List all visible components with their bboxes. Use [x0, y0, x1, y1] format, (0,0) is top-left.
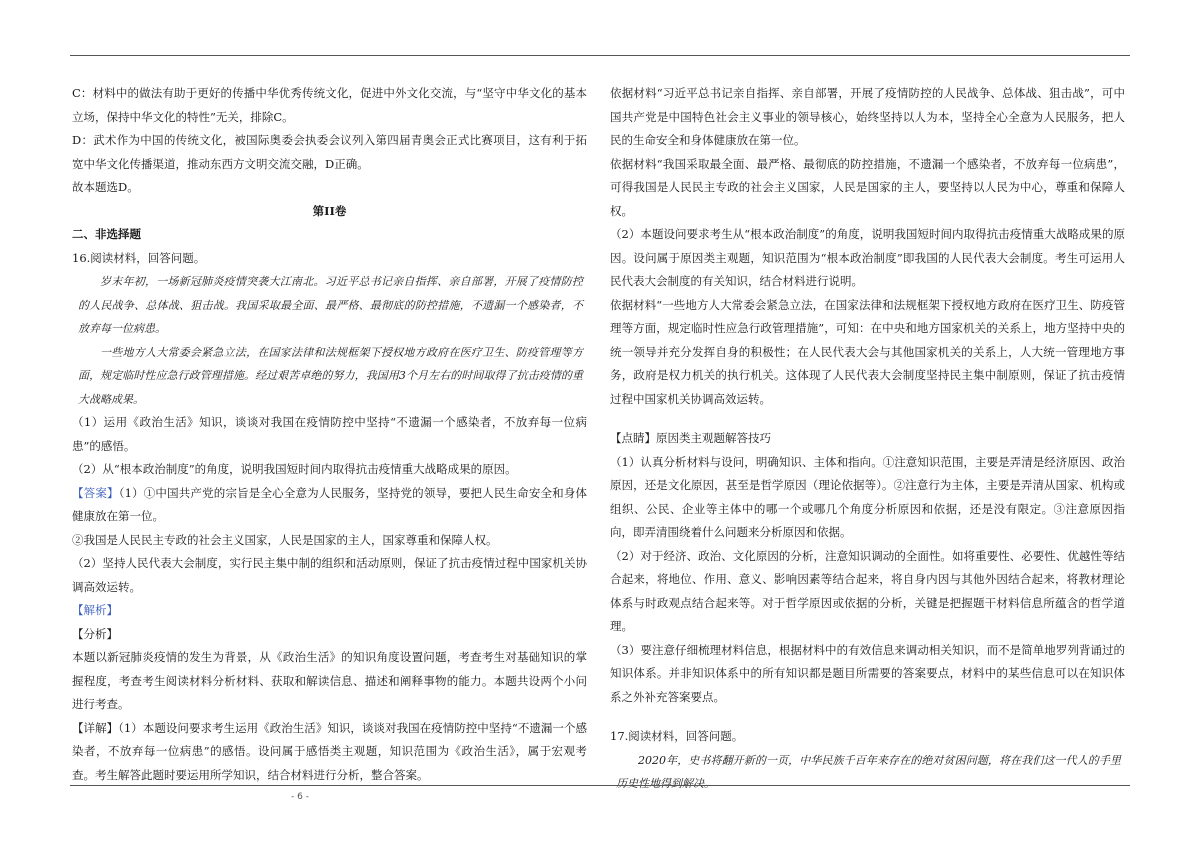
fenxi-text: 本题以新冠肺炎疫情的发生为背景，从《政治生活》的知识角度设置问题，考查考生对基础知识的掌握程度，考查考生阅读材料分析材料、获取和解读信息、描述和阐释事物的能力。本题共设两个小问进行考查。	[72, 650, 587, 711]
answer-block	[72, 482, 587, 529]
question-16-intro: 16.阅读材料，回答问题。	[72, 250, 206, 265]
section-title: 第II卷	[312, 203, 347, 218]
footer-rule	[70, 785, 1130, 786]
question-17-material: 2020年，史书将翻开新的一页，中华民族千百年来存在的绝对贫困问题，将在我们这一代人的手里历史性地得到解决。	[616, 753, 1121, 790]
detail-text: （1）本题设问要求考生运用《政治生活》知识，谈谈对我国在疫情防控中坚持“不遗漏一个感染者，不放弃每一位病患”的感悟。设问属于感悟类主观题，知识范围为《政治生活》，属于宏观考查。考生解答此题时要运用所学知识，结合材料进行分析，整合答案。	[72, 720, 587, 782]
question-16-material-2: 一些地方人大常委会紧急立法，在国家法律和法规框架下授权地方政府在医疗卫生、防疫管理等方面，规定临时性应急行政管理措施。经过艰苦卓绝的努力，我国用3个月左右的时间取得了抗击疫情的重大战略成果。	[78, 345, 583, 406]
question-16-material-1: 岁末年初，一场新冠肺炎疫情突袭大江南北。习近平总书记亲自指挥、亲自部署，开展了疫情防控的人民战争、总体战、狙击战。我国采取最全面、最严格、最彻底的防控措施，不遗漏一个感染者，不放弃每一位病患。	[78, 275, 583, 335]
fenxi-tag: 【分析】	[72, 626, 118, 641]
detail-r1: 依据材料“习近平总书记亲自指挥、亲自部署，开展了疫情防控的人民战争、总体战、狙击战”，可中国共产党是中国特色社会主义事业的领导核心，始终坚持以人为本，坚持全心全意为人民服务，把人民的生命安全和身体健康放在第一位。	[610, 86, 1125, 147]
tip-tag: 【点睛】	[610, 431, 656, 445]
header-rule	[70, 55, 1130, 56]
question-17-intro: 17.阅读材料，回答问题。	[610, 729, 744, 743]
tip-title: 原因类主观题解答技巧	[656, 431, 771, 445]
detail-r3: （2）本题设问要求考生从“根本政治制度”的角度，说明我国短时间内取得抗击疫情重大战略成果的原因。设问属于原因类主观题，知识范围为“根本政治制度”即我国的人民代表大会制度。考生可运用人民代表大会制度的有关知识，结合材料进行说明。	[610, 227, 1125, 288]
spacer	[610, 411, 1125, 427]
part-heading: 二、非选择题	[72, 227, 141, 241]
question-16-sub-2: （2）从“根本政治制度”的角度，说明我国短时间内取得抗击疫情重大战略成果的原因。	[72, 462, 517, 476]
tip-1: （1）认真分析材料与设问，明确知识、主体和指向。①注意知识范围，主要是弄清是经济原因、政治原因，还是文化原因，甚至是哲学原因（理论依据等）。②注意行为主体，主要是弄清从国家、机构或组织、公民、企业等主体中的哪一个或哪几个角度分析原因和依据，还是没有限定。③注意原因指向，即弄清围绕着什么问题来分析原因和依据。	[610, 454, 1125, 539]
detail-tag: 【详解】	[72, 720, 119, 735]
detail-r4: 依据材料“一些地方人大常委会紧急立法，在国家法律和法规框架下授权地方政府在医疗卫生、防疫管理等方面，规定临时性应急行政管理措施”，可知：在中央和地方国家机关的关系上，地方坚持中央的统一领导并充分发挥自身的积极性；在人民代表大会与其他国家机关的关系上，人大统一管理地方事务，政府是权力机关的执行机关。这体现了人民代表大会制度坚持民主集中制原则，保证了抗击疫情过程中国家机关协调高效运转。	[610, 297, 1125, 406]
spacer	[610, 709, 1125, 725]
detail-block	[72, 717, 587, 788]
option-d-analysis: D：武术作为中国的传统文化，被国际奥委会执委会议列入第四届青奥会正式比赛项目，这有利于拓宽中华文化传播渠道，推动东西方文明交流交融，D正确。	[72, 133, 587, 171]
answer-3: （2）坚持人民代表大会制度，实行民主集中制的组织和活动原则，保证了抗击疫情过程中国家机关协调高效运转。	[72, 556, 587, 594]
right-column	[610, 82, 1125, 796]
answer-conclusion: 故本题选D。	[72, 180, 139, 194]
answer-1: （1）①中国共产党的宗旨是全心全意为人民服务，坚持党的领导，要把人民生命安全和身体健康放在第一位。	[72, 485, 588, 523]
tip-heading	[610, 427, 1125, 451]
answer-2: ②我国是人民民主专政的社会主义国家，人民是国家的主人，国家尊重和保障人权。	[72, 532, 498, 547]
left-column	[72, 82, 587, 787]
answer-tag: 【答案】	[72, 485, 119, 500]
detail-r2: 依据材料“我国采取最全面、最严格、最彻底的防控措施，不遗漏一个感染者，不放弃每一位病患”，可得我国是人民民主专政的社会主义国家，人民是国家的主人，要坚持以人民为中心，尊重和保障人权。	[610, 156, 1125, 218]
question-16-sub-1: （1）运用《政治生活》知识，谈谈对我国在疫情防控中坚持“不遗漏一个感染者，不放弃每一位病患”的感悟。	[72, 415, 587, 453]
tip-2: （2）对于经济、政治、文化原因的分析，注意知识调动的全面性。如将重要性、必要性、优越性等结合起来，将地位、作用、意义、影响因素等结合起来，将自身内因与其他外因结合起来，将教材理论体系与时政观点结合起来等。对于哲学原因或依据的分析，关键是把握题干材料信息所蕴含的哲学道理。	[610, 548, 1125, 633]
tip-3: （3）要注意仔细梳理材料信息，根据材料中的有效信息来调动相关知识，而不是简单地罗列背诵过的知识体系。并非知识体系中的所有知识都是题目所需要的答案要点，材料中的某些信息可以在知识体系之外补充答案要点。	[610, 642, 1125, 704]
option-c-analysis: C：材料中的做法有助于更好的传播中华优秀传统文化，促进中外文化交流，与“坚守中华文化的基本立场，保持中华文化的特性”无关，排除C。	[72, 86, 587, 124]
page-number: - 6 -	[291, 792, 309, 802]
analysis-tag: 【解析】	[72, 603, 118, 617]
